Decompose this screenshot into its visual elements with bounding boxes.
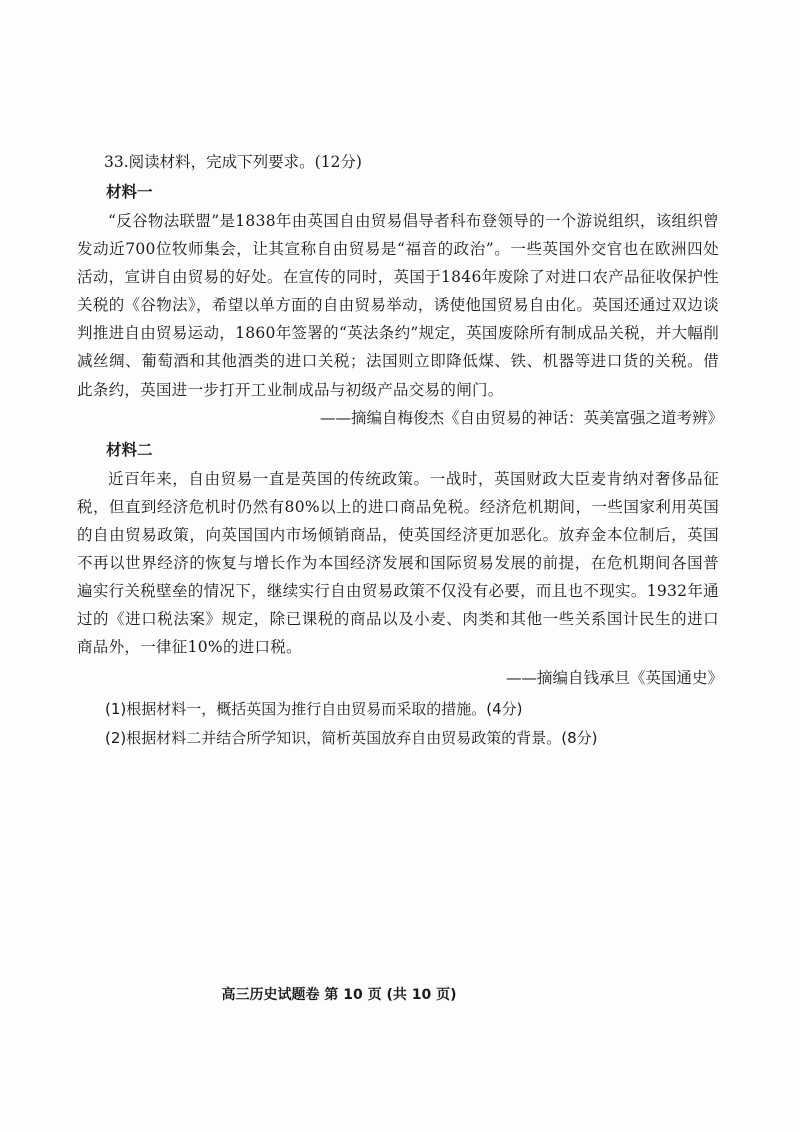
material-1-title: 材料一 xyxy=(106,183,153,201)
question-header: 33.阅读材料，完成下列要求。(12分) xyxy=(104,153,362,171)
task-1: (1)根据材料一，概括英国为推行自由贸易而采取的措施。(4分) xyxy=(105,700,523,719)
material-2-body: 近百年来，自由贸易一直是英国的传统政策。一战时，英国财政大臣麦肯纳对奢侈品征税，但直到经济危机时仍然有80%以上的进口商品免税。经济危机期间，一些国家利用英国的自由贸易政策，向英国国内市场倾销商品，使英国经济更加恶化。放弃金本位制后，英国不再以世界经济的恢复与增长作为本国经济发展和国际贸易发展的前提，在危机期间各国普遍实行关税壁垒的情况下，继续实行自由贸易政策不仅没有必要，而且也不现实。1932年通过的《进口税法案》规定，除已课税的商品以及小麦、肉类和其他一些关系国计民生的进口商品外，一律征10%的进口税。 xyxy=(77,469,719,657)
material-1-source: ——摘编自梅俊杰《自由贸易的神话：英美富强之道考辨》 xyxy=(319,408,723,427)
material-2-source: ——摘编自钱承旦《英国通史》 xyxy=(505,669,723,688)
page-footer: 高三历史试题卷 第 10 页 (共 10 页) xyxy=(221,987,457,1003)
task-2: (2)根据材料二并结合所学知识，简析英国放弃自由贸易政策的背景。(8分) xyxy=(105,728,598,747)
material-1-body: “反谷物法联盟”是1838年由英国自由贸易倡导者科布登领导的一个游说组织，该组织曾发动近700位牧师集会，让其宣称自由贸易是“福音的政治”。一些英国外交官也在欧洲四处活动，宣讲自由贸易的好处。在宣传的同时，英国于1846年废除了对进口农产品征收保护性关税的《谷物法》，希望以单方面的自由贸易举动，诱使他国贸易自由化。英国还通过双边谈判推进自由贸易运动，1860年签署的“英法条约”规定，英国废除所有制成品关税，并大幅削减丝绸、葡萄酒和其他酒类的进口关税；法国则立即降低煤、铁、机器等进口货的关税。借此条约，英国进一步打开工业制成品与初级产品交易的闸门。 xyxy=(77,212,719,399)
question-33 xyxy=(77,148,727,752)
material-2-title: 材料二 xyxy=(106,440,153,459)
